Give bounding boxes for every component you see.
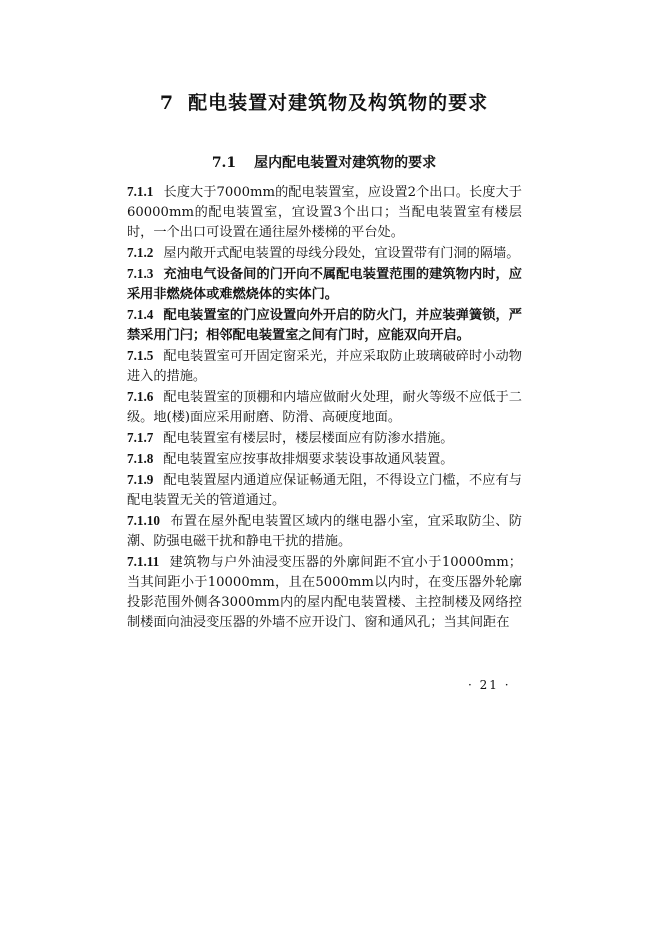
clause-7-1-4 — [127, 305, 522, 346]
clause-7-1-7 — [127, 428, 522, 449]
clause-number: 7.1.10 — [127, 513, 160, 528]
clause-number: 7.1.5 — [127, 348, 154, 363]
page-number: · 21 · — [468, 678, 511, 692]
clause-text: 屋内敞开式配电装置的母线分段处，宜设置带有门洞的隔墙。 — [163, 246, 520, 261]
clause-number: 7.1.4 — [127, 307, 154, 322]
section-number: 7.1 — [211, 155, 237, 171]
clause-text: 配电装置室的顶棚和内墙应做耐火处理，耐火等级不应低于二级。地(楼)面应采用耐磨、防滑、高硬度地面。 — [127, 390, 522, 425]
clause-7-1-5 — [127, 346, 522, 387]
clause-7-1-2 — [127, 243, 522, 264]
clause-text: 配电装置室应按事故排烟要求装设事故通风装置。 — [163, 452, 454, 467]
clause-text: 配电装置室可开固定窗采光，并应采取防止玻璃破碎时小动物进入的措施。 — [127, 349, 522, 384]
clause-text: 配电装置室的门应设置向外开启的防火门，并应装弹簧锁，严禁采用门闩；相邻配电装置室之间有门时，应能双向开启。 — [127, 308, 522, 343]
clause-number: 7.1.3 — [127, 266, 154, 281]
clause-number: 7.1.9 — [127, 472, 154, 487]
clause-text: 充油电气设备间的门开向不属配电装置范围的建筑物内时，应采用非燃烧体或难燃烧体的实体门。 — [127, 267, 522, 302]
clause-number: 7.1.7 — [127, 430, 154, 445]
clause-7-1-6 — [127, 387, 522, 428]
clause-number: 7.1.1 — [127, 184, 154, 199]
clause-7-1-3 — [127, 264, 522, 305]
clause-number: 7.1.2 — [127, 245, 154, 260]
clause-text: 建筑物与户外油浸变压器的外廓间距不宜小于10000mm；当其间距小于10000mm，且在5000mm以内时，在变压器外轮廓投影范围外侧各3000mm内的屋内配电装置楼、主控制楼及网络控制楼面向油浸变压器的外墙不应开设门、窗和通风孔；当其间距在 — [127, 555, 522, 630]
clause-text: 长度大于7000mm的配电装置室，应设置2个出口。长度大于60000mm的配电装置室，宜设置3个出口；当配电装置室有楼层时，一个出口可设置在通往屋外楼梯的平台处。 — [127, 185, 522, 240]
section-title — [0, 152, 648, 172]
clause-7-1-8 — [127, 449, 522, 470]
clause-7-1-11 — [127, 552, 522, 633]
clause-number: 7.1.6 — [127, 389, 154, 404]
clause-list — [127, 182, 522, 633]
clause-text: 配电装置屋内通道应保证畅通无阻，不得设立门槛，不应有与配电装置无关的管道通过。 — [127, 473, 522, 508]
clause-7-1-10 — [127, 511, 522, 552]
clause-7-1-9 — [127, 470, 522, 511]
clause-7-1-1 — [127, 182, 522, 243]
clause-number: 7.1.8 — [127, 451, 154, 466]
chapter-title — [0, 88, 648, 115]
clause-text: 配电装置室有楼层时，楼层楼面应有防渗水措施。 — [163, 431, 454, 446]
section-title-text: 屋内配电装置对建筑物的要求 — [254, 155, 437, 171]
clause-number: 7.1.11 — [127, 554, 160, 569]
clause-text: 布置在屋外配电装置区域内的继电器小室，宜采取防尘、防潮、防强电磁干扰和静电干扰的措施。 — [127, 514, 522, 549]
chapter-number: 7 — [159, 92, 175, 114]
chapter-title-text: 配电装置对建筑物及构筑物的要求 — [188, 92, 489, 114]
